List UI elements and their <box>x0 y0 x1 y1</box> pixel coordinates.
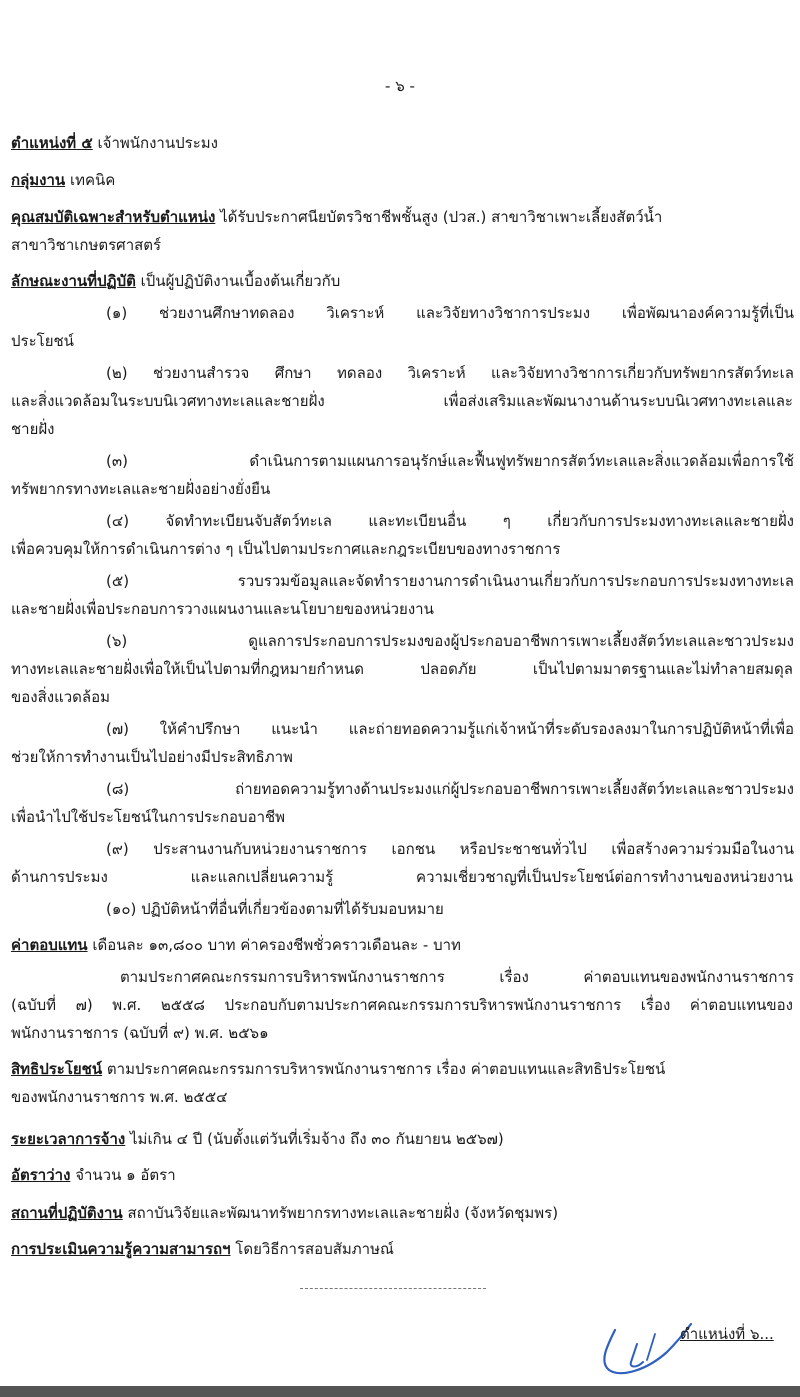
duty-line: ชายฝั่ง <box>11 420 55 438</box>
location-line <box>11 1198 793 1228</box>
page-number: - ๖ - <box>385 77 415 95</box>
bottom-edge-bar <box>0 1386 800 1397</box>
position-value: เจ้าพนักงานประมง <box>97 134 218 152</box>
duty-line: (๒) ช่วยงานสำรวจ ศึกษา ทดลอง วิเคราะห์ และวิจัยทางวิชาการเกี่ยวกับทรัพยากรสัตว์ทะเล <box>106 364 794 382</box>
duty-line: ช่วยให้การทำงานเป็นไปอย่างมีประสิทธิภาพ <box>11 748 293 766</box>
duration-label: ระยะเวลาการจ้าง <box>11 1130 126 1148</box>
signature-icon <box>585 1318 695 1380</box>
qualification-line <box>11 202 793 232</box>
salary-line4: พนักงานราชการ (ฉบับที่ ๙) พ.ศ. ๒๕๖๑ <box>11 1024 269 1042</box>
qualification-label: คุณสมบัติเฉพาะสำหรับตำแหน่ง <box>11 208 216 226</box>
duty-line: ของสิ่งแวดล้อม <box>11 688 110 706</box>
vacancy-label: อัตราว่าง <box>11 1166 71 1184</box>
duration-line <box>11 1124 793 1154</box>
duty-line: ทางทะเลและชายฝั่งเพื่อให้เป็นไปตามที่กฎหมายกำหนด ปลอดภัย เป็นไปตามมาตรฐานและไม่ทำลายสมดุล <box>11 660 793 678</box>
assessment-value: โดยวิธีการสอบสัมภาษณ์ <box>235 1240 394 1258</box>
vacancy-value: จำนวน ๑ อัตรา <box>75 1166 176 1184</box>
benefits-label: สิทธิประโยชน์ <box>11 1060 103 1078</box>
duty-line: (๕) รวบรวมข้อมูลและจัดทำรายงานการดำเนินงานเกี่ยวกับการประกอบการประมงทางทะเล <box>106 572 794 590</box>
group-line <box>11 165 793 195</box>
group-value: เทคนิค <box>69 171 116 189</box>
duty-line: เพื่อควบคุมให้การดำเนินการต่าง ๆ เป็นไปตามประกาศและกฎระเบียบของทางราชการ <box>11 540 561 558</box>
salary-line3: (ฉบับที่ ๗) พ.ศ. ๒๕๕๘ ประกอบกับตามประกาศคณะกรรมการบริหารพนักงานราชการ เรื่อง ค่าตอบแทนของ <box>11 996 793 1014</box>
next-position-footer: ตำแหน่งที่ ๖... <box>680 1325 774 1343</box>
duties-line <box>11 266 793 296</box>
duties-intro: เป็นผู้ปฏิบัติงานเบื้องต้นเกี่ยวกับ <box>140 272 341 290</box>
duty-line: และชายฝั่งเพื่อประกอบการวางแผนงานและนโยบายของหน่วยงาน <box>11 600 434 618</box>
separator-line <box>300 1288 486 1289</box>
duration-value: ไม่เกิน ๔ ปี (นับตั้งแต่วันที่เริ่มจ้าง ถึง ๓๐ กันยายน ๒๕๖๗) <box>130 1130 504 1148</box>
duty-line: (๔) จัดทำทะเบียนจับสัตว์ทะเล และทะเบียนอื่น ๆ เกี่ยวกับการประมงทางทะเลและชายฝั่ง <box>106 512 794 530</box>
location-label: สถานที่ปฏิบัติงาน <box>11 1204 123 1222</box>
duty-line: (๙) ประสานงานกับหน่วยงานราชการ เอกชน หรือประชาชนทั่วไป เพื่อสร้างความร่วมมือในงาน <box>106 840 794 858</box>
salary-line <box>11 930 793 960</box>
position-line <box>11 128 793 158</box>
qualification-value: ได้รับประกาศนียบัตรวิชาชีพชั้นสูง (ปวส.) สาขาวิชาเพาะเลี้ยงสัตว์น้ำ <box>220 208 663 226</box>
duties-label: ลักษณะงานที่ปฏิบัติ <box>11 272 136 290</box>
duty-line: (๗) ให้คำปรึกษา แนะนำ และถ่ายทอดความรู้แก่เจ้าหน้าที่ระดับรองลงมาในการปฏิบัติหน้าที่เพื่อ <box>106 720 794 738</box>
assessment-label: การประเมินความรู้ความสามารถฯ <box>11 1240 231 1258</box>
duty-line: (๖) ดูแลการประกอบการประมงของผู้ประกอบอาชีพการเพาะเลี้ยงสัตว์ทะเลและชาวประมง <box>106 632 794 650</box>
vacancy-line <box>11 1160 793 1190</box>
group-label: กลุ่มงาน <box>11 171 66 189</box>
benefits-value: ตามประกาศคณะกรรมการบริหารพนักงานราชการ เรื่อง ค่าตอบแทนและสิทธิประโยชน์ <box>106 1060 666 1078</box>
qualification-line2: สาขาวิชาเกษตรศาสตร์ <box>11 236 162 254</box>
salary-label: ค่าตอบแทน <box>11 936 88 954</box>
benefits-line2: ของพนักงานราชการ พ.ศ. ๒๕๕๔ <box>11 1088 228 1106</box>
duty-line: ประโยชน์ <box>11 332 74 350</box>
duty-line: ด้านการประมง และแลกเปลี่ยนความรู้ ความเชี่ยวชาญที่เป็นประโยชน์ต่อการทำงานของหน่วยงาน <box>11 868 793 886</box>
duty-line: (๑๐) ปฏิบัติหน้าที่อื่นที่เกี่ยวข้องตามที่ได้รับมอบหมาย <box>106 900 444 918</box>
duty-line: (๑) ช่วยงานศึกษาทดลอง วิเคราะห์ และวิจัยทางวิชาการประมง เพื่อพัฒนาองค์ความรู้ที่เป็น <box>106 304 794 322</box>
benefits-line <box>11 1054 793 1084</box>
duty-line: (๓) ดำเนินการตามแผนการอนุรักษ์และฟื้นฟูทรัพยากรสัตว์ทะเลและสิ่งแวดล้อมเพื่อการใช้ <box>106 452 794 470</box>
position-label: ตำแหน่งที่ ๕ <box>11 134 93 152</box>
salary-line2: ตามประกาศคณะกรรมการบริหารพนักงานราชการ เรื่อง ค่าตอบแทนของพนักงานราชการ <box>120 968 794 986</box>
duty-line: และสิ่งแวดล้อมในระบบนิเวศทางทะเลและชายฝั่ง เพื่อส่งเสริมและพัฒนางานด้านระบบนิเวศทางทะเลและ <box>11 392 793 410</box>
duty-line: (๘) ถ่ายทอดความรู้ทางด้านประมงแก่ผู้ประกอบอาชีพการเพาะเลี้ยงสัตว์ทะเลและชาวประมง <box>106 780 794 798</box>
salary-value: เดือนละ ๑๓,๘๐๐ บาท ค่าครองชีพชั่วคราวเดือนละ - บาท <box>92 936 461 954</box>
duty-line: ทรัพยากรทางทะเลและชายฝั่งอย่างยั่งยืน <box>11 480 271 498</box>
location-value: สถาบันวิจัยและพัฒนาทรัพยากรทางทะเลและชายฝั่ง (จังหวัดชุมพร) <box>127 1204 559 1222</box>
duty-line: เพื่อนำไปใช้ประโยชน์ในการประกอบอาชีพ <box>11 808 286 826</box>
assessment-line <box>11 1234 793 1264</box>
